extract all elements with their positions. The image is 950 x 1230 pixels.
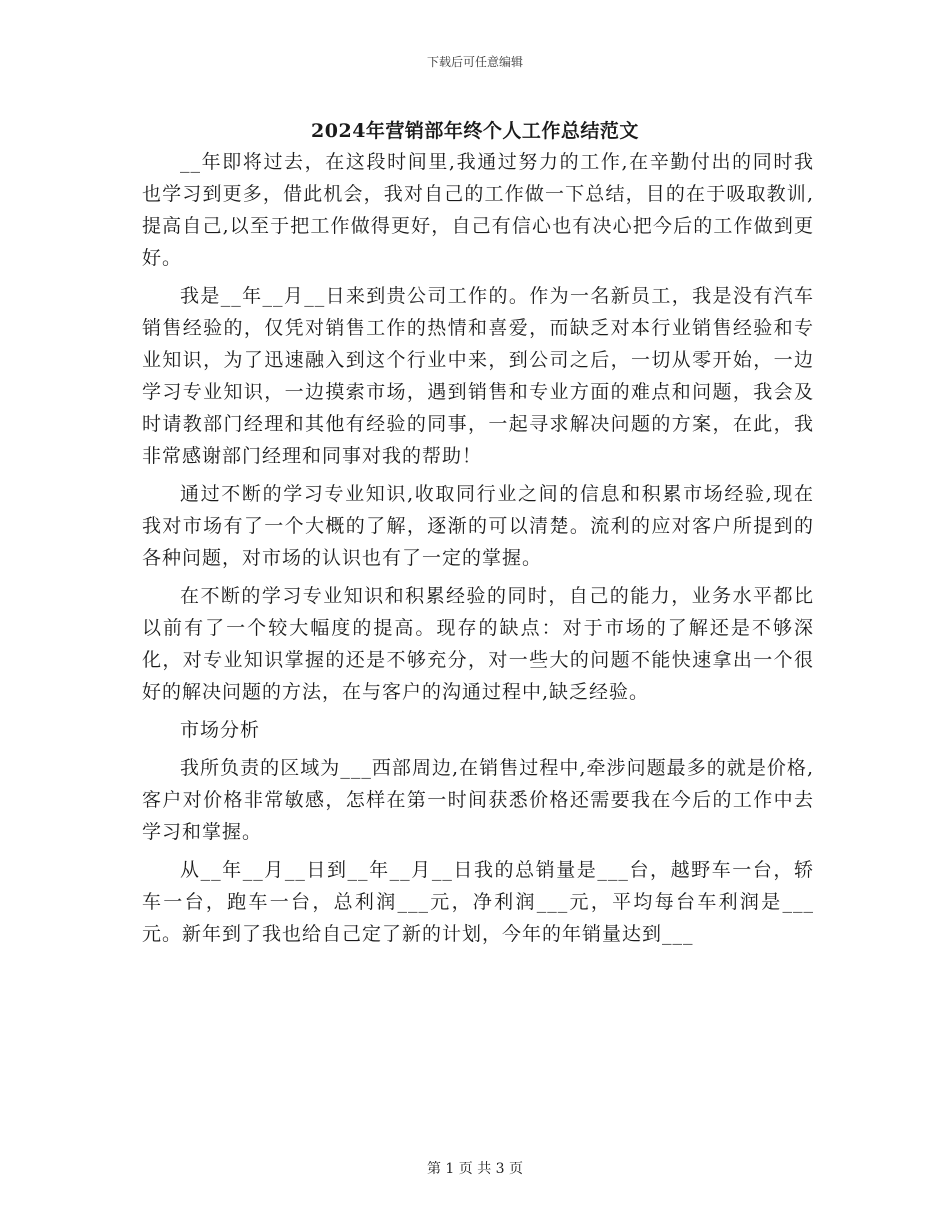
paragraph-shortcomings: 在不断的学习专业知识和积累经验的同时，自己的能力，业务水平都比以前有了一个较大幅度的提高。现存的缺点：对于市场的了解还是不够深化，对专业知识掌握的还是不够充分，对一些大的问题不能快速拿出一个很好的解决问题的方法，在与客户的沟通过程中,缺乏经验。: [142, 585, 814, 703]
document-title: 2024年营销部年终个人工作总结范文: [311, 120, 639, 142]
paragraph-learning: 通过不断的学习专业知识,收取同行业之间的信息和积累市场经验,现在我对市场有了一个大概的了解，逐渐的可以清楚。流利的应对客户所提到的各种问题，对市场的认识也有了一定的掌握。: [142, 483, 814, 569]
paragraph-sales: 从__年__月__日到__年__月__日我的总销量是___台，越野车一台，轿车一台，跑车一台，总利润___元，净利润___元，平均每台车利润是___元。新年到了我也给自己定了新的计划，今年的年销量达到___: [142, 859, 814, 945]
page-header: 下载后可任意编辑: [426, 55, 523, 69]
document-body: [142, 146, 814, 950]
paragraph-intro: __年即将过去，在这段时间里,我通过努力的工作,在辛勤付出的同时我也学习到更多，借此机会，我对自己的工作做一下总结，目的在于吸取教训,提高自己,以至于把工作做得更好，自己有信心也有决心把今后的工作做到更好。: [142, 151, 814, 269]
page-footer: 第 1 页 共 3 页: [426, 1161, 524, 1177]
paragraph-region: 我所负责的区域为___西部周边,在销售过程中,牵涉问题最多的就是价格,客户对价格非常敏感，怎样在第一时间获悉价格还需要我在今后的工作中去学习和掌握。: [142, 757, 814, 843]
section-heading-market-analysis: 市场分析: [180, 719, 261, 741]
paragraph-background: 我是__年__月__日来到贵公司工作的。作为一名新员工，我是没有汽车销售经验的，仅凭对销售工作的热情和喜爱，而缺乏对本行业销售经验和专业知识，为了迅速融入到这个行业中来，到公司之后，一切从零开始，一边学习专业知识，一边摸索市场，遇到销售和专业方面的难点和问题，我会及时请教部门经理和其他有经验的同事，一起寻求解决问题的方案，在此，我非常感谢部门经理和同事对我的帮助！: [142, 285, 814, 467]
